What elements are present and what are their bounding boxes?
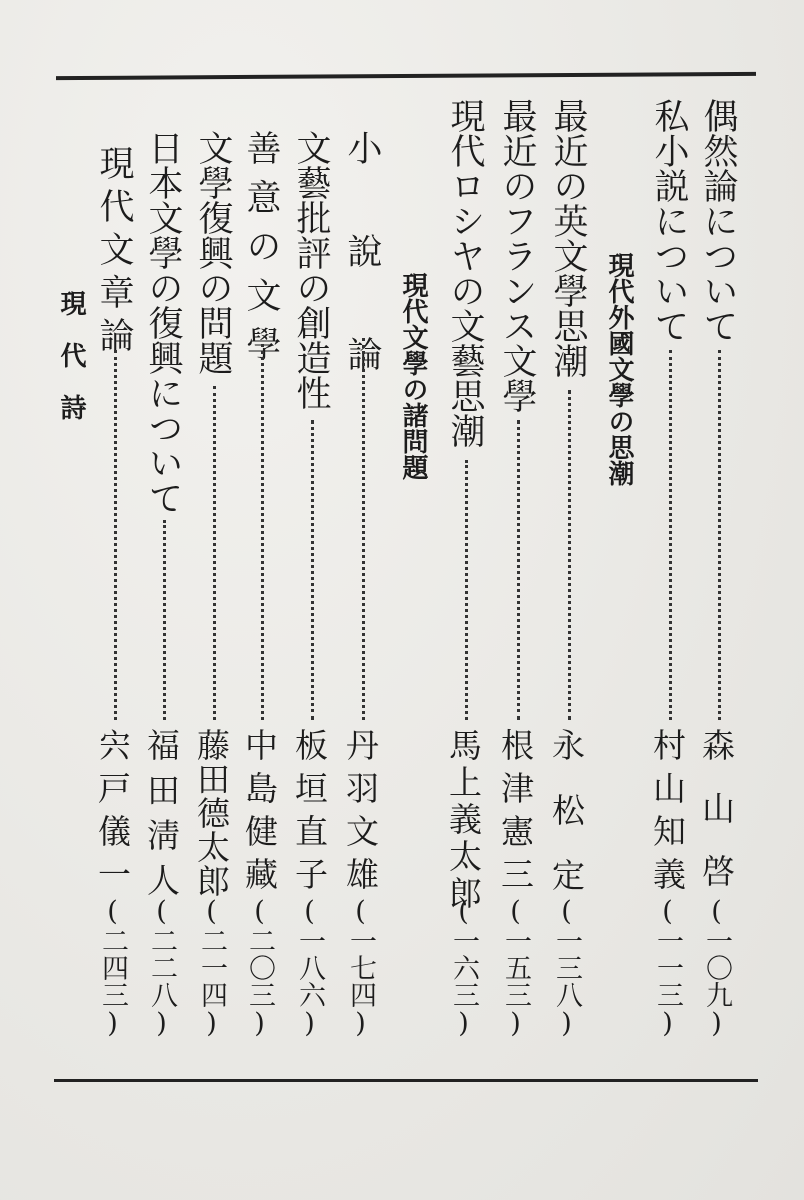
section-heading: 現代詩 [56, 290, 86, 446]
entry-page: (二四三) [97, 896, 128, 1039]
entry-title: 現代ロシヤの文藝思潮 [445, 98, 485, 448]
leader-dots [163, 520, 166, 720]
entry-page: (一五三) [500, 896, 531, 1039]
entry-page: (一〇九) [701, 896, 732, 1039]
leader-dots [261, 344, 264, 720]
entry-title: 日本文學の復興について [143, 130, 183, 515]
entry-author: 丹羽文雄 [341, 728, 380, 900]
leader-dots [311, 420, 314, 720]
entry-title: 小說論 [342, 130, 382, 439]
entry-title: 現代文章論 [94, 145, 134, 360]
leader-dots [669, 350, 672, 720]
entry-page: (一七四) [345, 896, 376, 1039]
entry-author: 福田淸人 [142, 728, 181, 908]
entry-author: 村山知義 [648, 728, 687, 900]
leader-dots [114, 350, 117, 720]
entry-page: (一六三) [448, 896, 479, 1039]
leader-dots [213, 386, 216, 720]
entry-author: 中島健藏 [240, 728, 279, 900]
top-rule [56, 72, 756, 80]
entry-author: 永松定 [547, 728, 586, 923]
entry-page: (一三八) [551, 896, 582, 1039]
leader-dots [362, 338, 365, 720]
section-heading: 現代外國文學の思潮 [604, 252, 634, 486]
entry-page: (一八六) [294, 896, 325, 1039]
entry-title: 文學復興の問題 [193, 130, 233, 375]
entry-title: 偶然論について [698, 98, 738, 343]
section-heading: 現代文學の諸問題 [398, 272, 428, 480]
leader-dots [718, 350, 721, 720]
entry-author: 板垣直子 [290, 728, 329, 900]
entry-author: 森山啓 [697, 728, 736, 917]
entry-title: 私小説について [649, 98, 689, 343]
bottom-rule [54, 1079, 758, 1082]
entry-title: 最近の英文學思潮 [548, 98, 588, 378]
entry-title: 最近のフランス文學 [497, 98, 537, 413]
entry-page: (二二八) [146, 896, 177, 1039]
leader-dots [568, 390, 571, 720]
entry-author: 宍戸儀一 [93, 728, 132, 900]
entry-title: 善意の文學 [241, 130, 281, 375]
entry-author: 根津憲三 [496, 728, 535, 900]
entry-title: 文藝批評の創造性 [291, 130, 331, 410]
leader-dots [517, 420, 520, 720]
entry-page: (二〇三) [244, 896, 275, 1039]
entry-page: (二一四) [196, 896, 227, 1039]
entry-author: 馬上義太郎 [444, 728, 483, 913]
leader-dots [465, 460, 468, 720]
entry-page: (一一三) [652, 896, 683, 1039]
entry-author: 藤田德太郎 [192, 728, 231, 898]
